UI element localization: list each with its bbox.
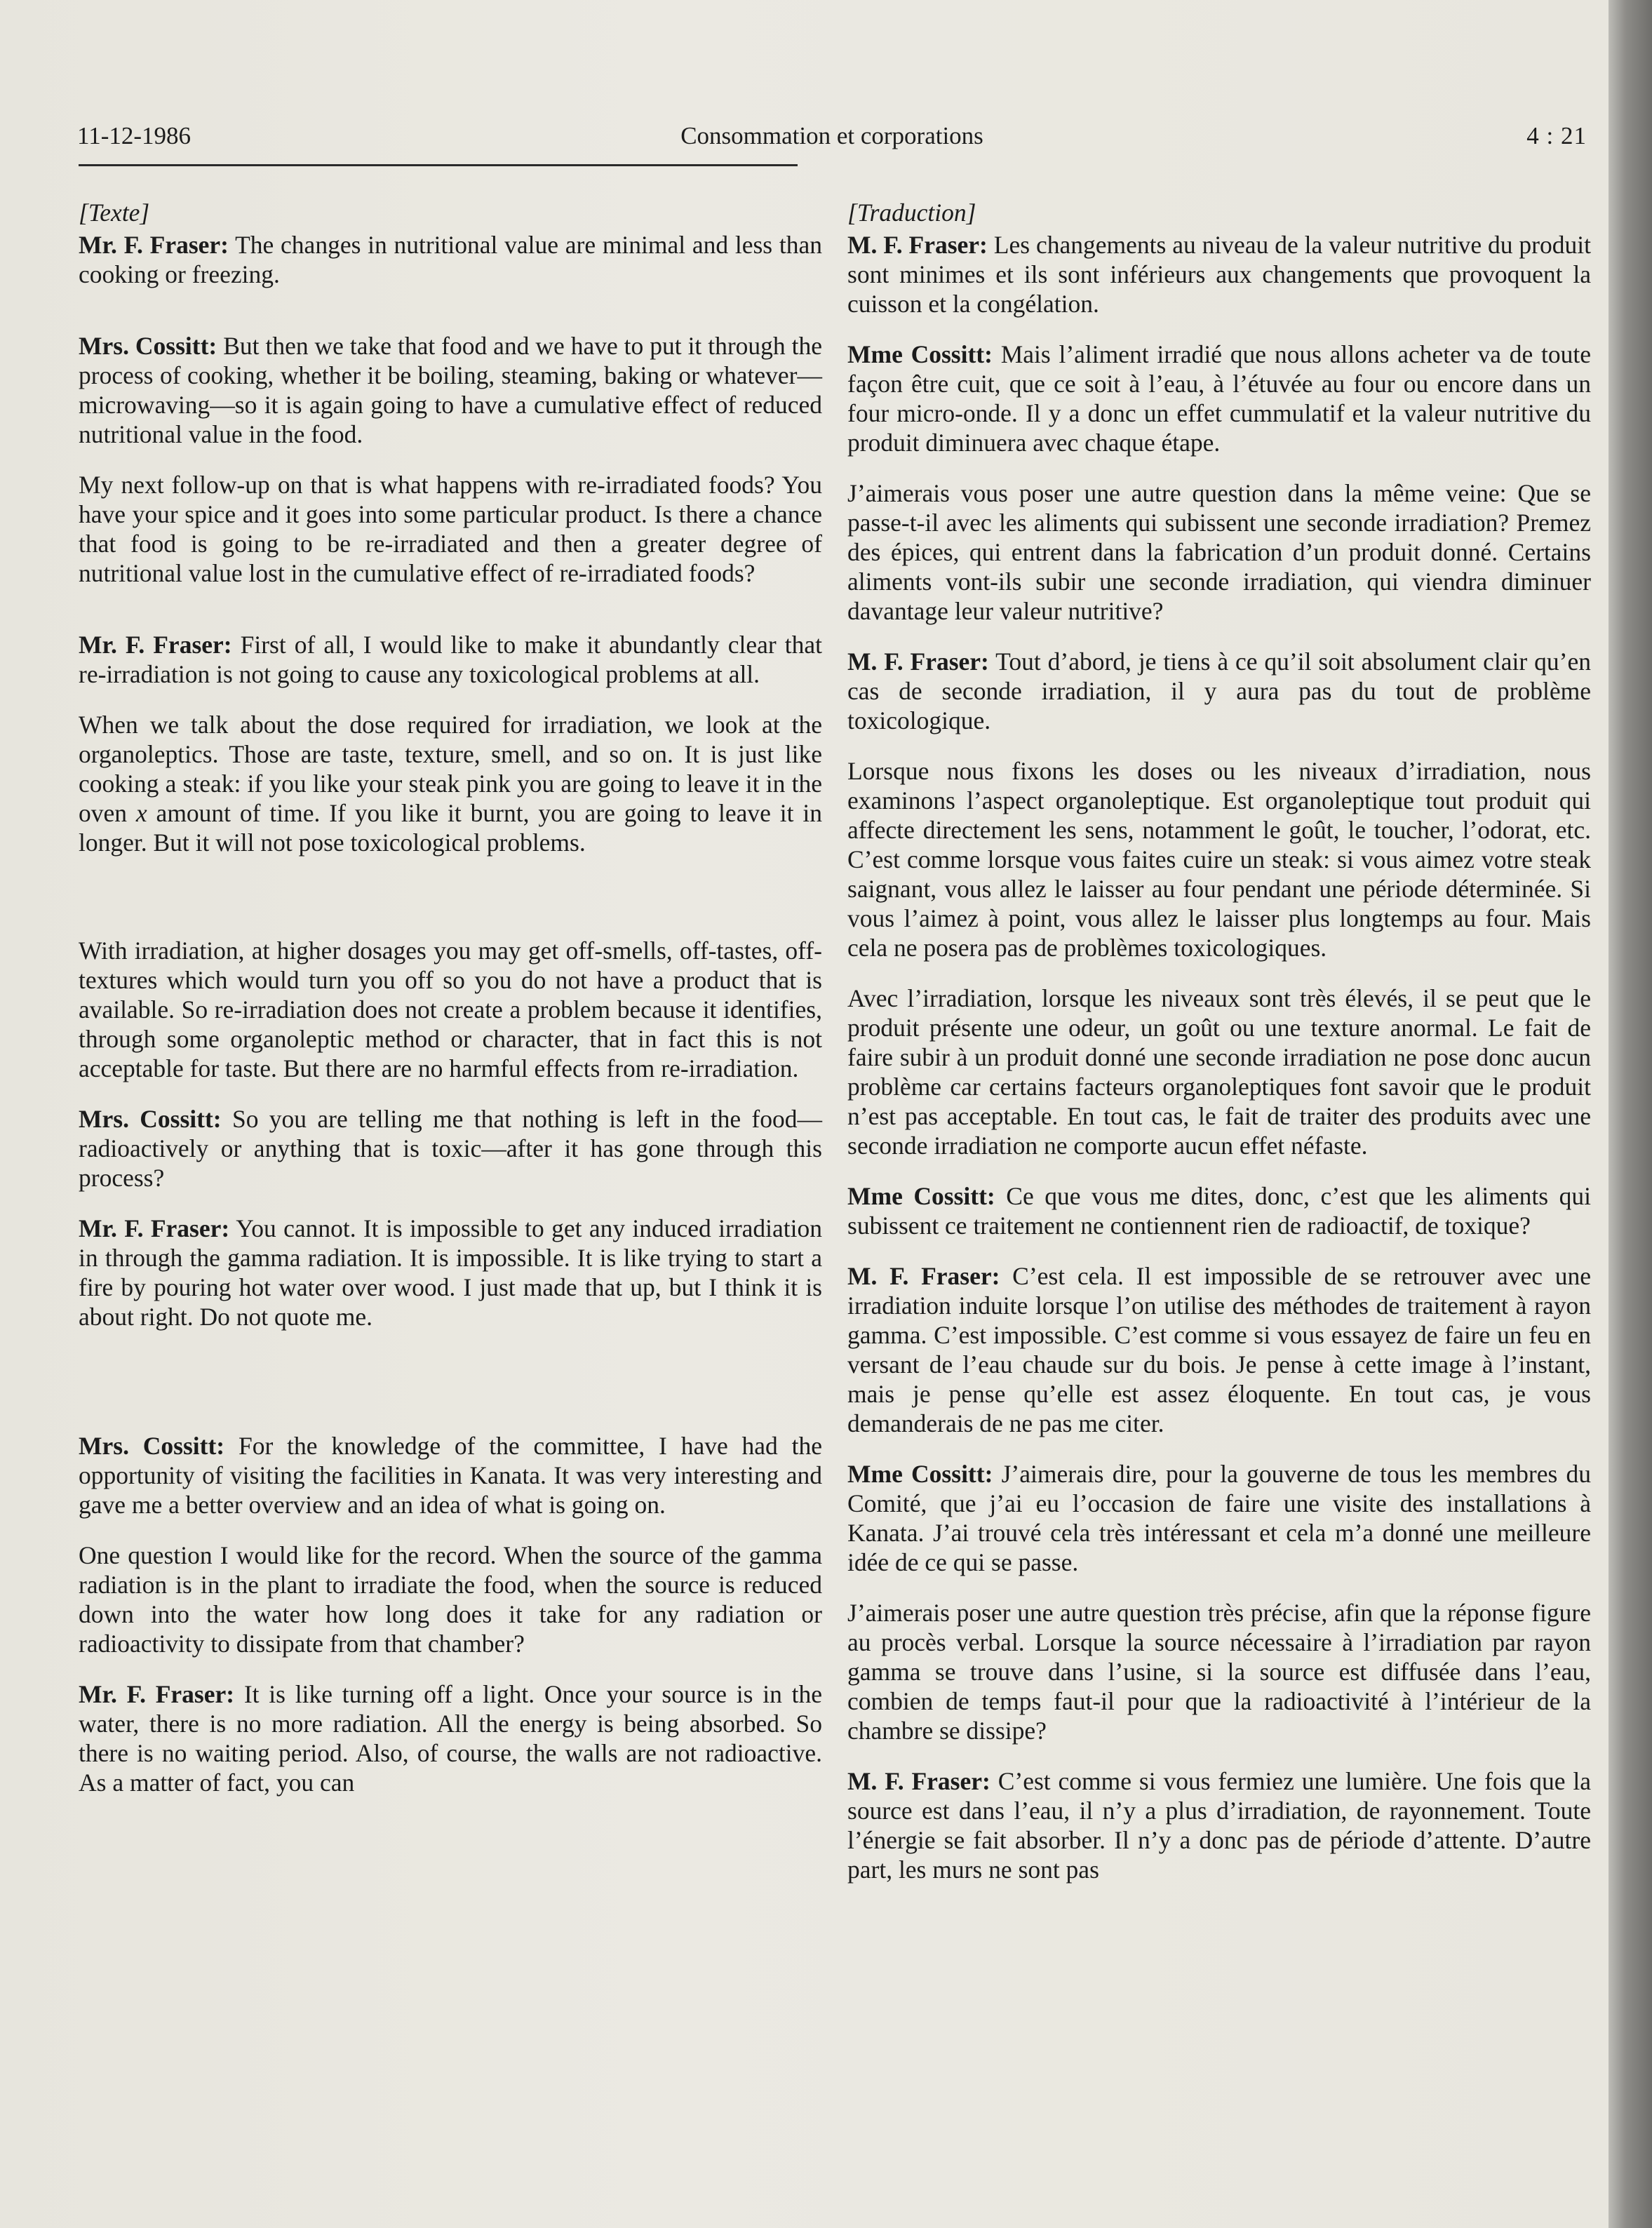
speaker: Mme Cossitt: <box>847 1460 993 1488</box>
paragraph <box>847 756 1591 962</box>
paragraph-text: But then we take that food and we have to put it through the process of cooking, whether it be boiling, steaming, baking or whatever—microwaving—so it is again going to have a cumulative effect of reduced nutritional value in the food. <box>79 332 822 448</box>
speaker: Mrs. Cossitt: <box>79 332 217 360</box>
paragraph <box>79 470 822 588</box>
speaker: Mme Cossitt: <box>847 340 993 368</box>
speaker: Mr. F. Fraser: <box>79 1680 235 1708</box>
spacer <box>79 1353 822 1431</box>
speaker: Mr. F. Fraser: <box>79 231 229 259</box>
paragraph <box>847 340 1591 457</box>
paragraph-text: One question I would like for the record. When the source of the gamma radiation is in the plant to irradiate the food, when the source is reduced down into the water how long does it take for any radiation or radioactivity to dissipate from that chamber? <box>79 1541 822 1658</box>
header-title: Consommation et corporations <box>680 122 983 149</box>
paragraph-text: It is like turning off a light. Once your source is in the water, there is no more radiation. All the energy is being absorbed. So there is no waiting period. Also, of course, the walls are not radioactive. As a matter of fact, you can <box>79 1680 822 1797</box>
paragraph <box>79 630 822 689</box>
speaker: Mrs. Cossitt: <box>79 1432 225 1460</box>
speaker: M. F. Fraser: <box>847 1767 990 1795</box>
speaker: M. F. Fraser: <box>847 1262 1000 1290</box>
paragraph-text: The changes in nutritional value are minimal and less than cooking or freezing. <box>79 231 822 288</box>
paragraph <box>847 1261 1591 1438</box>
paragraph-text: C’est comme si vous fermiez une lumière. Une fois que la source est dans l’eau, il n’y a plus d’irradiation, de rayonnement. Toute l’énergie se fait absorber. Il n’y a donc pas de période d’attente. D’autre part, les murs ne sont pas <box>847 1767 1591 1884</box>
paragraph <box>847 1598 1591 1745</box>
paragraph <box>847 984 1591 1160</box>
paragraph-text: J’aimerais dire, pour la gouverne de tous les membres du Comité, que j’ai eu l’occasion de faire une visite des installations à Kanata. J’ai trouvé cela très intéressant et cela m’a donné une meilleure idée de ce qui se passe. <box>847 1460 1591 1576</box>
paragraph-text: Tout d’abord, je tiens à ce qu’il soit absolument clair qu’en cas de seconde irradiation, il y aura pas du tout de problème toxicologique. <box>847 647 1591 734</box>
paragraph-text: C’est cela. Il est impossible de se retrouver avec une irradiation induite lorsque l’on utilise des méthodes de traitement à rayon gamma. C’est impossible. C’est comme si vous essayez de faire un feu en versant de l’eau chaude sur du bois. Je pense à cette image à l’instant, mais je pense qu’elle est assez éloquente. En tout cas, je vous demanderais de ne pas me citer. <box>847 1262 1591 1437</box>
speaker: Mme Cossitt: <box>847 1182 995 1210</box>
paragraph <box>79 1431 822 1519</box>
speaker: M. F. Fraser: <box>847 647 989 676</box>
paragraph <box>79 1214 822 1331</box>
paragraph-text: My next follow-up on that is what happens with re-irradiated foods? You have your spice and it goes into some particular product. Is there a chance that food is going to be re-irradiated and then a greater degree of nutritional value lost in the cumulative effect of re-irradiated foods? <box>79 471 822 587</box>
spacer <box>79 310 822 331</box>
paragraph <box>847 1181 1591 1240</box>
spacer <box>79 609 822 630</box>
paragraph <box>847 478 1591 626</box>
paragraph <box>79 230 822 289</box>
paragraph-text: For the knowledge of the committee, I have had the opportunity of visiting the facilities in Kanata. It was very interesting and gave me a better overview and an idea of what is going on. <box>79 1432 822 1519</box>
paragraph <box>847 1766 1591 1884</box>
header-date: 11-12-1986 <box>77 122 192 149</box>
paragraph-text: Avec l’irradiation, lorsque les niveaux sont très élevés, il se peut que le produit présente une odeur, un goût ou une texture anormal. Le fait de faire subir à un produit donné une seconde irradiation ne pose donc aucun problème car certains facteurs organoleptiques font savoir que le produit n’est pas acceptable. En tout cas, le fait de traiter des produits avec une seconde irradiation ne comporte aucun effet néfaste. <box>847 984 1591 1160</box>
paragraph <box>79 331 822 449</box>
spacer <box>79 878 822 936</box>
language-marker: [Traduction] <box>847 199 976 227</box>
paragraph-text: Lorsque nous fixons les doses ou les niveaux d’irradiation, nous examinons l’aspect organoleptique. Est organoleptique tout produit qui affecte directement les sens, notamment le goût, le toucher, l’odorat, etc. C’est comme lorsque vous faites cuire un steak: si vous aimez votre steak saignant, vous allez le laisser au four pendant une période déterminée. Si vous l’aimez à point, vous allez le laisser plus longtemps au four. Mais cela ne posera pas de problèmes toxicologiques. <box>847 757 1591 962</box>
french-column <box>847 198 1591 1905</box>
page-header <box>77 122 1587 157</box>
paragraph-text: So you are telling me that nothing is left in the food—radioactively or anything that is toxic—after it has gone through this process? <box>79 1105 822 1192</box>
paragraph <box>79 710 822 857</box>
header-rule <box>79 164 798 166</box>
speaker: Mrs. Cossitt: <box>79 1105 222 1133</box>
paragraph-text: With irradiation, at higher dosages you may get off-smells, off-tastes, off-textures which would turn you off so you do not have a product that is available. So re-irradiation does not create a problem because it identifies, through some organoleptic method or character, that in fact this is not acceptable for taste. But there are no harmful effects from re-irradiation. <box>79 937 822 1082</box>
paragraph <box>79 1541 822 1658</box>
paragraph-text: You cannot. It is impossible to get any induced irradiation in through the gamma radiation. It is impossible. It is like trying to start a fire by pouring hot water over wood. I just made that up, but I think it is about right. Do not quote me. <box>79 1214 822 1331</box>
speaker: Mr. F. Fraser: <box>79 631 232 659</box>
header-page-number: 4 : 21 <box>1526 122 1587 149</box>
paragraph-text: Mais l’aliment irradié que nous allons acheter va de toute façon être cuit, que ce soit à l’eau, à l’étuvée au four ou encore dans un four micro-onde. Il y a donc un effet cummulatif et la valeur nutritive du produit diminuera avec chaque étape. <box>847 340 1591 457</box>
paragraph-text: J’aimerais poser une autre question très précise, afin que la réponse figure au procès verbal. Lorsque la source nécessaire à l’irradiation par rayon gamma se trouve dans l’usine, si la source est diffusée dans l’eau, combien de temps faut-il pour que la radioactivité à l’intérieur de la chambre se dissipe? <box>847 1599 1591 1745</box>
language-marker: [Texte] <box>79 199 150 227</box>
paragraph <box>79 936 822 1083</box>
speaker: M. F. Fraser: <box>847 231 988 259</box>
paragraph <box>847 647 1591 735</box>
paragraph <box>79 1679 822 1797</box>
paragraph <box>847 1459 1591 1577</box>
english-column <box>79 198 822 1818</box>
paragraph-text: amount of time. If you like it burnt, you are going to leave it in longer. But it will not pose toxicological problems. <box>79 799 822 857</box>
paragraph <box>847 230 1591 318</box>
paragraph-text: When we talk about the dose required for irradiation, we look at the organoleptics. Those are taste, texture, smell, and so on. It is just like cooking a steak: if you like your steak pink you are going to leave it in the oven <box>79 711 822 827</box>
speaker: Mr. F. Fraser: <box>79 1214 230 1242</box>
paragraph-text: First of all, I would like to make it abundantly clear that re-irradiation is not going to cause any toxicological problems at all. <box>79 631 822 688</box>
paragraph <box>79 1104 822 1193</box>
page-binding-edge <box>1609 0 1652 2228</box>
paragraph-text: Les changements au niveau de la valeur nutritive du produit sont minimes et ils sont inférieurs aux changements que provoquent la cuisson et la congélation. <box>847 231 1591 318</box>
paragraph-text: Ce que vous me dites, donc, c’est que les aliments qui subissent ce traitement ne contiennent rien de radioactif, de toxique? <box>847 1182 1592 1240</box>
italic-variable: x <box>135 799 147 827</box>
paragraph-text: J’aimerais vous poser une autre question dans la même veine: Que se passe-t-il avec les aliments qui subissent une seconde irradiation? Premez des épices, qui entrent dans la fabrication d’un produit donné. Certains aliments vont-ils subir une seconde irradiation, qui viendra diminuer davantage leur valeur nutritive? <box>847 479 1591 625</box>
